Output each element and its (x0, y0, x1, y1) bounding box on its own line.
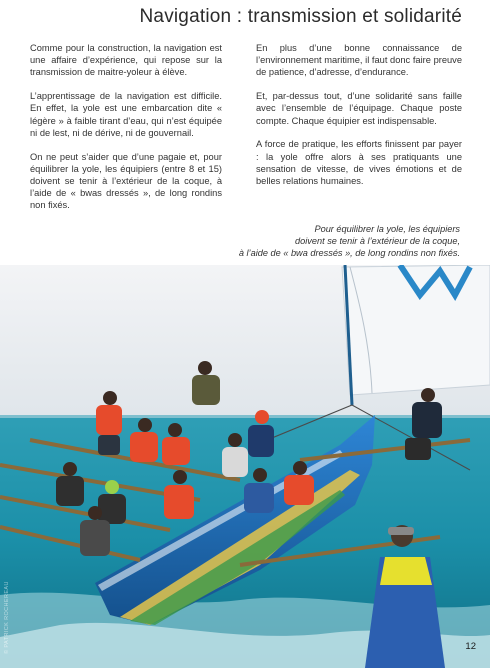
left-text-column (30, 42, 222, 223)
caption-line: doivent se tenir à l’extérieur de la coque, (295, 236, 460, 246)
right-text-column (256, 42, 462, 199)
photo-credit: © PATRICK ROCHEREAU (4, 581, 10, 654)
photo-caption (200, 223, 460, 259)
paragraph: L’apprentissage de la navigation est difficile. En effet, la yole est une embarcation dite « légère » à faible tirant d’eau, qui n’est équipée ni de lest, ni de dérive, ni de gouvernail. (30, 91, 222, 138)
page-title: Navigation : transmission et solidarité (139, 6, 462, 27)
caption-line: Pour équilibrer la yole, les équipiers (314, 224, 460, 234)
paragraph: Et, par-dessus tout, d’une solidarité sans faille avec l’ensemble de l’équipage. Chaque poste compte. Chaque équipier est indispensable. (256, 91, 462, 126)
paragraph: A force de pratique, les efforts finissent par payer : la yole offre alors à ses pratiquants une sensation de vitesse, de vives émotions et de belles relations humaines. (256, 139, 462, 187)
page-number: 12 (465, 641, 476, 652)
paragraph: On ne peut s’aider que d’une pagaie et, pour équilibrer la yole, les équipiers (entre 8 et 15) doivent se tenir à l’extérieur de la coque, à l’aide de « bwas dressés », de long rondins non fixés. (30, 151, 222, 211)
yole-race-photo (0, 265, 490, 668)
paragraph: En plus d’une bonne connaissance de l’environnement maritime, il faut donc faire preuve de patience, d’adresse, d’endurance. (256, 43, 462, 78)
paragraph: Comme pour la construction, la navigation est une affaire d’expérience, qui repose sur la transmission de maitre-yoleur à élève. (30, 43, 222, 78)
caption-line: à l’aide de « bwa dressés », de long rondins non fixés. (238, 248, 460, 258)
